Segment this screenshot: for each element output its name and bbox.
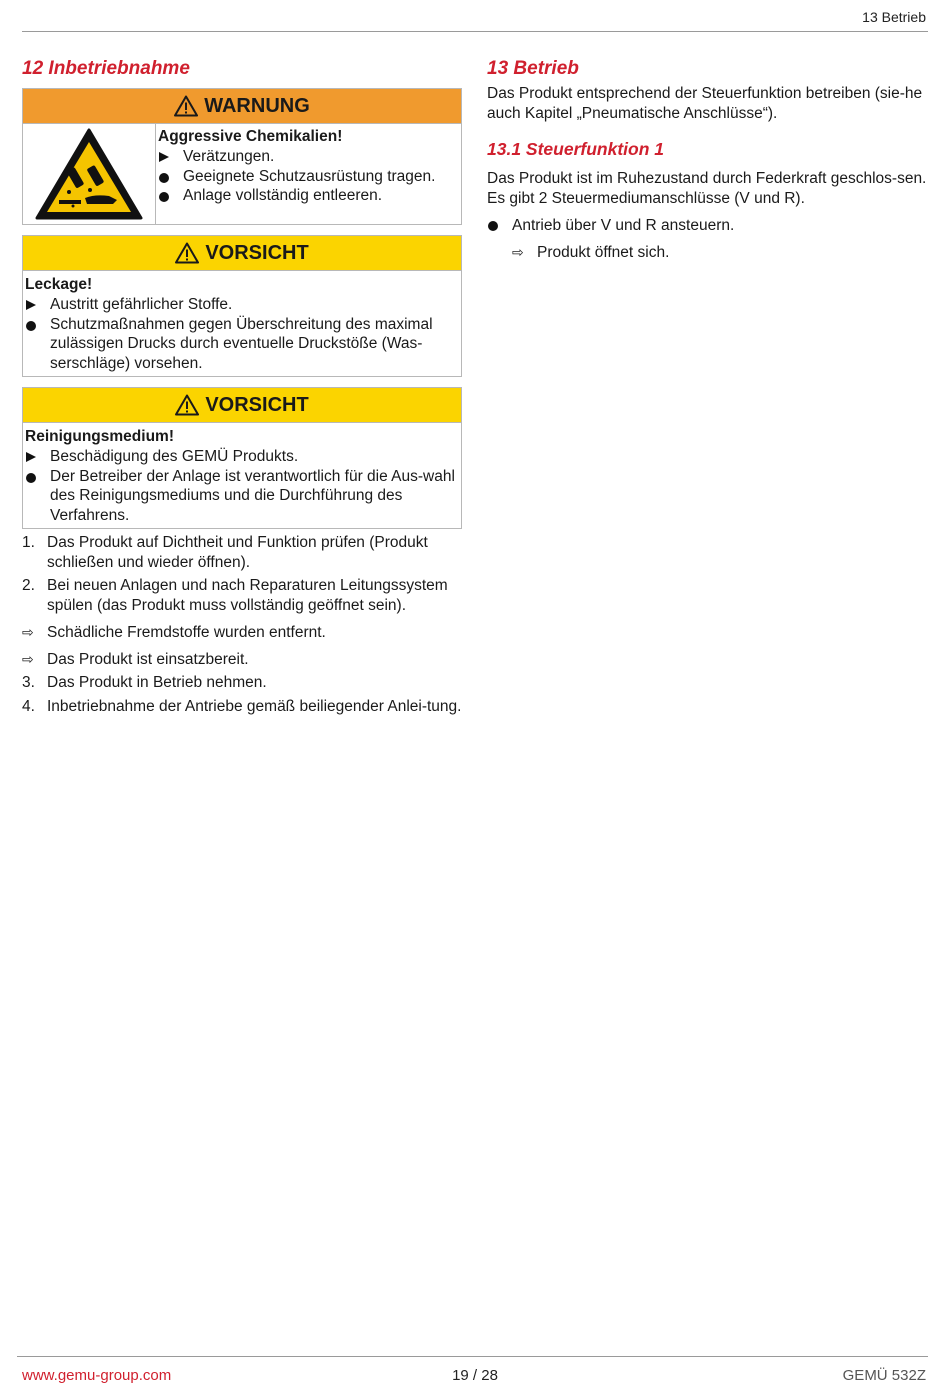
dot-bullet-icon (26, 321, 36, 331)
corrosive-hazard-icon (33, 126, 145, 222)
warning-triangle-icon (175, 242, 199, 264)
step-item: 2. Bei neuen Anlagen und nach Reparaturen Leitungssystem spülen (das Produkt muss vollständig geöffnet sein). (22, 577, 448, 614)
control-function-text: Das Produkt ist im Ruhezustand durch Federkraft geschlos-sen. Es gibt 2 Steuermediumanschlüsse (V und R). (487, 170, 927, 207)
step-item: 3. Das Produkt in Betrieb nehmen. (22, 674, 267, 691)
result-arrow-icon: ⇨ (512, 243, 524, 260)
caution-consequence: Beschädigung des GEMÜ Produkts. (25, 447, 459, 467)
running-header: 13 Betrieb (862, 9, 926, 25)
footer-divider (17, 1356, 928, 1357)
header-divider (22, 31, 928, 32)
caution-measure: Schutzmaßnahmen gegen Überschreitung des maximal zulässigen Drucks durch eventuelle Druckstöße (Was-serschläge) vorsehen. (25, 315, 459, 374)
warning-measure: Geeignete Schutzausrüstung tragen. (158, 167, 459, 187)
step-item: 4. Inbetriebnahme der Antriebe gemäß beiliegender Anlei-tung. (22, 697, 462, 715)
dot-bullet-icon (26, 473, 36, 483)
result-item: ⇨ Schädliche Fremdstoffe wurden entfernt. (22, 624, 326, 641)
arrow-bullet-icon (26, 300, 36, 310)
caution-consequence: Austritt gefährlicher Stoffe. (25, 295, 459, 315)
product-name: GEMÜ 532Z (842, 1367, 926, 1384)
result-item: ⇨ Produkt öffnet sich. (512, 243, 670, 261)
caution-box-leakage (22, 235, 462, 377)
warning-heading: Aggressive Chemikalien! (158, 128, 343, 145)
result-item: ⇨ Das Produkt ist einsatzbereit. (22, 650, 249, 668)
caution-header (23, 388, 461, 423)
arrow-bullet-icon (26, 452, 36, 462)
website-link[interactable]: www.gemu-group.com (22, 1367, 172, 1384)
arrow-bullet-icon (159, 152, 169, 162)
warning-triangle-icon (175, 394, 199, 416)
caution-heading: Leckage! (25, 276, 93, 293)
caution-measure: Der Betreiber der Anlage ist verantwortlich für die Aus-wahl des Reinigungsmediums und die Durchführung des Verfahrens. (25, 467, 459, 526)
warning-measure: Anlage vollständig entleeren. (158, 186, 459, 206)
caution-box-cleaning (22, 387, 462, 529)
left-column (22, 56, 462, 720)
dot-bullet-icon (488, 221, 498, 231)
dot-bullet-icon (159, 192, 169, 202)
section-title-inbetriebnahme: 12 Inbetriebnahme (22, 58, 190, 79)
warning-label: WARNUNG (204, 94, 310, 117)
result-arrow-icon: ⇨ (22, 650, 34, 667)
caution-header (23, 236, 461, 271)
step-item: 1. Das Produkt auf Dichtheit und Funktion prüfen (Produkt schließen und wieder öffnen). (22, 534, 428, 571)
warning-triangle-icon (174, 95, 198, 117)
action-item: Antrieb über V und R ansteuern. (487, 216, 927, 236)
warning-consequence: Verätzungen. (158, 147, 459, 167)
dot-bullet-icon (159, 173, 169, 183)
caution-label: VORSICHT (205, 393, 309, 416)
result-arrow-icon: ⇨ (22, 624, 34, 640)
caution-label: VORSICHT (205, 241, 309, 264)
caution-heading: Reinigungsmedium! (25, 428, 174, 445)
page-number: 19 / 28 (452, 1367, 498, 1384)
right-column (487, 56, 927, 262)
section-title-betrieb: 13 Betrieb (487, 58, 579, 79)
operation-intro: Das Produkt entsprechend der Steuerfunktion betreiben (sie-he auch Kapitel „Pneumatische Anschlüsse“). (487, 85, 923, 122)
warning-header (23, 89, 461, 124)
warning-box (22, 88, 462, 225)
subsection-title: 13.1 Steuerfunktion 1 (487, 139, 664, 159)
corrosive-pictogram (23, 124, 156, 224)
commissioning-steps (22, 533, 462, 716)
warning-content (156, 124, 461, 224)
